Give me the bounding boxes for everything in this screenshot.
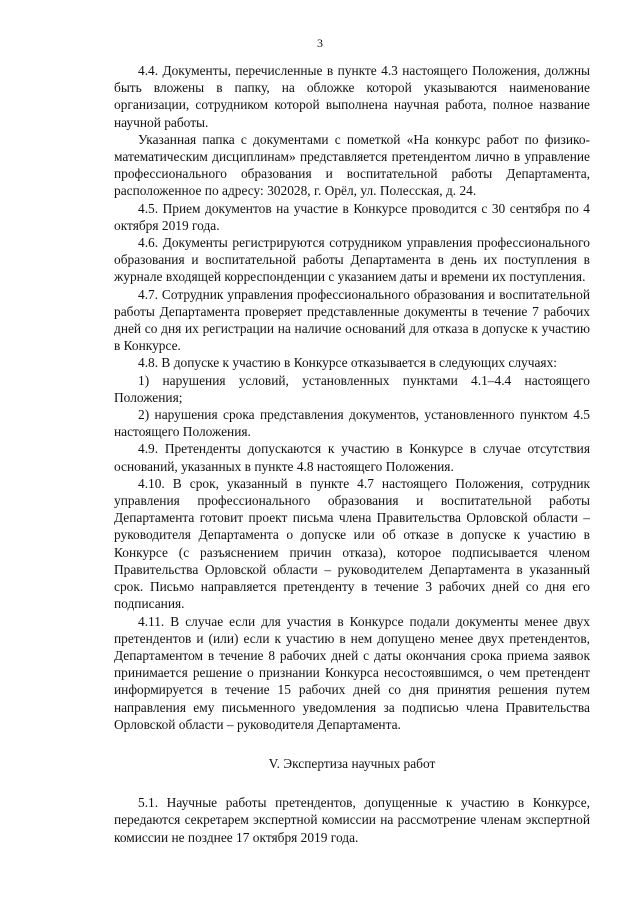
paragraph-4-11: 4.11. В случае если для участия в Конкурсе подали документы менее двух претендентов и (или) если к участию в нем допущено менее двух претендентов, Департаментом в течение 8 рабочих дней с даты окончания срока приема заявок принимается решение о признании Конкурса несостоявшимся, о чем претендент информируется в течение 15 рабочих дней со дня принятия решения путем направления ему письменного уведомления за подписью члена Правительства Орловской области – руководителя Департамента.: [114, 613, 590, 732]
paragraph-folder-submission: Указанная папка с документами с пометкой «На конкурс работ по физико-математическим дисциплинам» представляется претендентом лично в управление профессионального образования и воспитательной работы Департамента, расположенное по адресу: 302028, г. Орёл, ул. Полесская, д. 24.: [114, 131, 590, 199]
list-item-2: 2) нарушения срока представления документов, установленного пунктом 4.5 настоящего Положения.: [114, 407, 590, 440]
paragraph-4-10: 4.10. В срок, указанный в пункте 4.7 настоящего Положения, сотрудник управления профессионального образования и воспитательной работы Департамента готовит проект письма члена Правительства Орловской области – руководителя Департамента о допуске или об отказе в допуске к участию в Конкурсе (с разъяснением причин отказа), которое подписывается членом Правительства Орловской области – руководителем Департамента в указанный срок. Письмо направляется претенденту в течение 3 рабочих дней со дня его подписания.: [114, 475, 590, 612]
page-number: 3: [317, 36, 323, 50]
paragraph-4-9: 4.9. Претенденты допускаются к участию в Конкурсе в случае отсутствия оснований, указанных в пункте 4.8 настоящего Положения.: [114, 441, 590, 474]
paragraph-4-8: 4.8. В допуске к участию в Конкурсе отказывается в следующих случаях:: [138, 355, 557, 371]
paragraph-4-5: 4.5. Прием документов на участие в Конкурсе проводится с 30 сентября по 4 октября 2019 года.: [114, 200, 590, 233]
section-heading: V. Экспертиза научных работ: [268, 755, 436, 771]
paragraph-5-1: 5.1. Научные работы претендентов, допущенные к участию в Конкурсе, передаются секретарем экспертной комиссии на рассмотрение членам экспертной комиссии не позднее 17 октября 2019 года.: [114, 795, 590, 845]
paragraph-4-6: 4.6. Документы регистрируются сотрудником управления профессионального образования и воспитательной работы Департамента в день их поступления в журнале входящей корреспонденции с указанием даты и времени их поступления.: [114, 235, 590, 285]
document-body: [114, 62, 590, 846]
paragraph-4-4: 4.4. Документы, перечисленные в пункте 4.3 настоящего Положения, должны быть вложены в папку, на обложке которой указываются наименование организации, сотрудником которой выполнена научная работа, полное название научной работы.: [114, 63, 590, 130]
list-item-1: 1) нарушения условий, установленных пунктами 4.1–4.4 настоящего Положения;: [114, 372, 590, 405]
paragraph-4-7: 4.7. Сотрудник управления профессионального образования и воспитательной работы Департамента проверяет представленные документы в течение 7 рабочих дней со дня их регистрации на наличие оснований для отказа в допуске к участию в Конкурсе.: [114, 286, 590, 354]
